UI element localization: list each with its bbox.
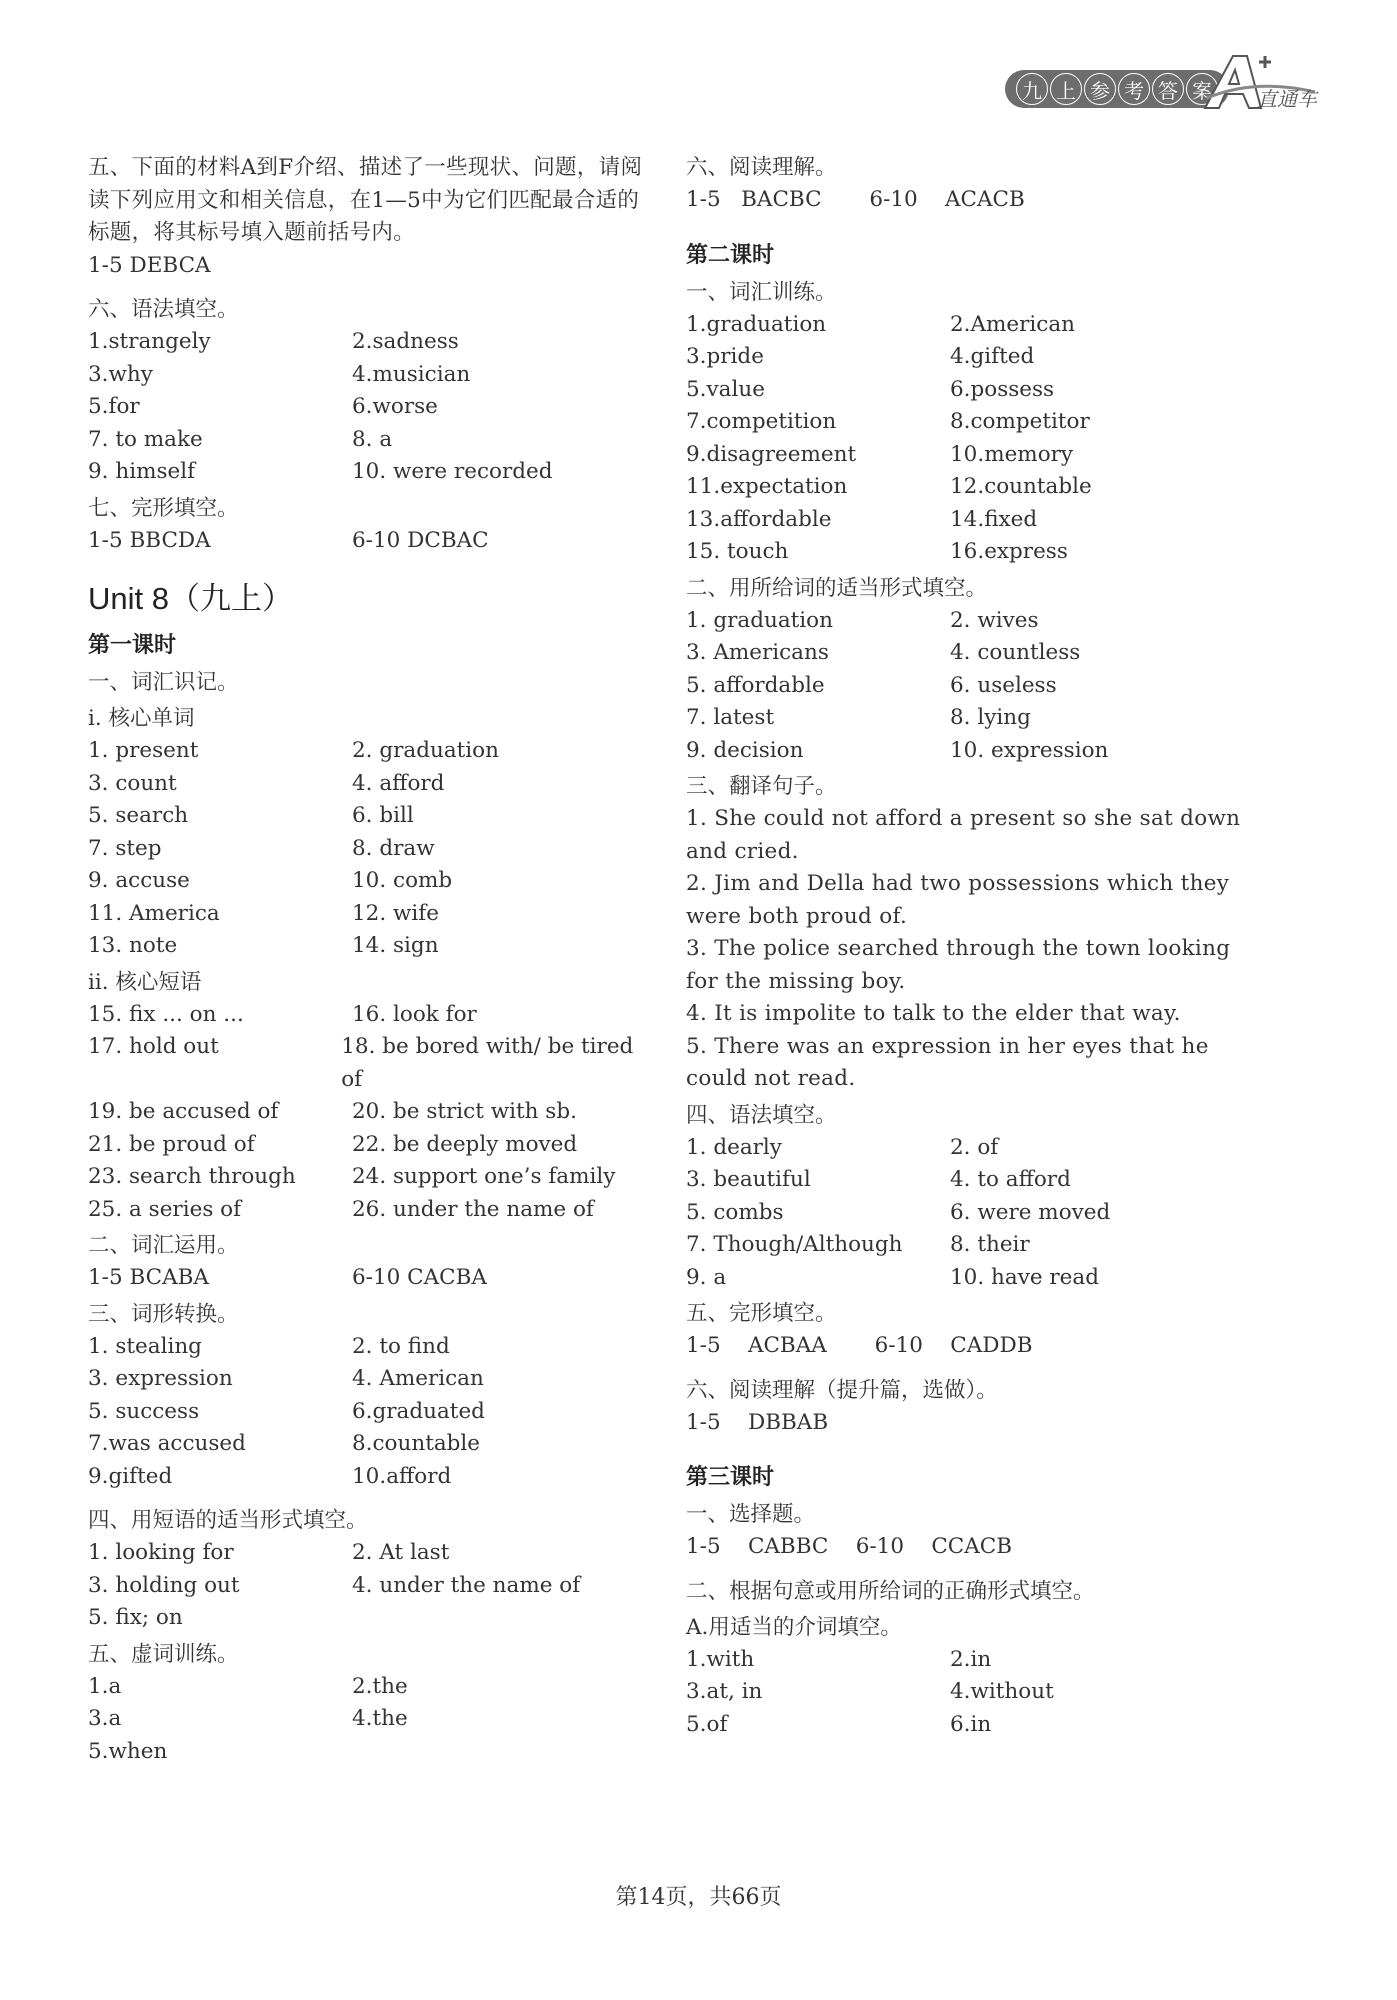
- page-footer: 第14页，共66页: [615, 1885, 782, 1910]
- answer-row: 5.for 6.worse: [88, 394, 438, 419]
- section-title: 六、语法填空。: [88, 297, 239, 322]
- answer-row: 1.with 2.in: [686, 1646, 992, 1672]
- header-char: 答: [1152, 73, 1184, 105]
- section-title: 一、词汇识记。: [88, 670, 239, 695]
- answer-row: 21. be proud of 22. be deeply moved: [88, 1131, 578, 1157]
- answer-line: 1-5 DEBCA: [88, 252, 211, 278]
- answer-row: 1-5 BBCDA 6-10 DCBAC: [88, 527, 489, 553]
- section-title: 一、选择题。: [686, 1502, 816, 1527]
- answer-row: 1. looking for 2. At last: [88, 1540, 450, 1565]
- answer-row: 5.of 6.in: [686, 1711, 992, 1737]
- translation-item: 2. Jim and Della had two possessions which they were both proud of.: [686, 871, 1230, 929]
- answer-row: 7. to make 8. a: [88, 426, 393, 452]
- answer-row: 3. holding out 4. under the name of: [88, 1572, 581, 1598]
- answer-row: 3.at, in 4.without: [686, 1679, 1054, 1704]
- section-title: 六、阅读理解（提升篇，选做）。: [686, 1377, 998, 1403]
- answer-row: 5.when: [88, 1738, 168, 1764]
- section-title: 一、词汇训练。: [686, 279, 837, 305]
- lesson-title: 第三课时: [686, 1465, 775, 1490]
- unit-title: Unit 8（九上）: [88, 581, 293, 616]
- header-char: 考: [1118, 73, 1150, 105]
- answer-row: 7. Though/Although 8. their: [686, 1232, 1030, 1257]
- translation-item: 5. There was an expression in her eyes that he could not read.: [686, 1033, 1209, 1091]
- answer-row: 25. a series of 26. under the name of: [88, 1196, 594, 1222]
- answer-row: 17. hold out 18. be bored with/ be tired of: [88, 1034, 634, 1092]
- answer-row: 5. affordable 6. useless: [686, 672, 1057, 698]
- answer-line: 1-5 ACBAA 6-10 CADDB: [686, 1333, 1033, 1358]
- answer-row: 5. combs 6. were moved: [686, 1199, 1111, 1225]
- answer-row: 9. a 10. have read: [686, 1264, 1099, 1290]
- section-title: 五、虚词训练。: [88, 1641, 239, 1667]
- answer-row: 1.strangely 2.sadness: [88, 329, 459, 354]
- logo-text: 直通车: [1257, 87, 1317, 111]
- answer-row: 13.affordable 14.fixed: [686, 506, 1038, 532]
- section-title: 五、下面的材料A到F介绍、描述了一些现状、问题，请阅读下列应用文和相关信息，在1—5中为它们匹配最合适的标题，将其标号填入题前括号内。: [88, 155, 643, 245]
- section-title: 六、阅读理解。: [686, 155, 837, 180]
- answer-row: 15. fix ... on ... 16. look for: [88, 1001, 477, 1027]
- section-title: 三、翻译句子。: [686, 774, 837, 799]
- answer-line: 1-5 DBBAB: [686, 1409, 829, 1435]
- answer-row: 1. dearly 2. of: [686, 1134, 999, 1160]
- answer-row: 9.gifted 10.afford: [88, 1463, 452, 1489]
- answer-row: 9. decision 10. expression: [686, 737, 1109, 763]
- answer-row: 1. graduation 2. wives: [686, 607, 1039, 633]
- section-title: 二、根据句意或用所给词的正确形式填空。: [686, 1578, 1095, 1604]
- answer-row: 3.a 4.the: [88, 1706, 408, 1731]
- answer-row: 1. stealing 2. to find: [88, 1333, 450, 1359]
- header-char: 案: [1186, 73, 1218, 105]
- section-title: 四、语法填空。: [686, 1102, 837, 1128]
- answer-row: 13. note 14. sign: [88, 933, 439, 958]
- answer-row: 1. present 2. graduation: [88, 738, 499, 763]
- header-char: 上: [1050, 73, 1082, 105]
- answer-row: 7. latest 8. lying: [686, 705, 1031, 730]
- brand-logo-icon: [1195, 48, 1325, 118]
- answer-row: 9.disagreement 10.memory: [686, 441, 1074, 467]
- answer-row: 9. himself 10. were recorded: [88, 459, 553, 484]
- answer-row: 19. be accused of 20. be strict with sb.: [88, 1099, 577, 1124]
- answer-row: 3.why 4.musician: [88, 361, 471, 387]
- answer-row: 5. search 6. bill: [88, 803, 414, 828]
- answer-row: 7.was accused 8.countable: [88, 1431, 481, 1456]
- answer-row: 3.pride 4.gifted: [686, 344, 1035, 369]
- answer-row: 3. Americans 4. countless: [686, 640, 1081, 665]
- answer-row: 11.expectation 12.countable: [686, 474, 1092, 499]
- answer-row: 1.a 2.the: [88, 1673, 408, 1699]
- answer-row: 3. count 4. afford: [88, 770, 445, 796]
- section-title: 四、用短语的适当形式填空。: [88, 1508, 368, 1533]
- answer-row: 9. accuse 10. comb: [88, 868, 453, 893]
- answer-row: 7.competition 8.competitor: [686, 409, 1090, 434]
- subsection-title: ii. 核心短语: [88, 969, 202, 995]
- answer-row: 5. success 6.graduated: [88, 1398, 485, 1424]
- lesson-title: 第一课时: [88, 633, 177, 658]
- header-char: 参: [1084, 73, 1116, 105]
- right-column: [686, 152, 1246, 1741]
- translation-item: 1. She could not afford a present so she sat down and cried.: [686, 806, 1241, 864]
- answer-row: 3. beautiful 4. to afford: [686, 1167, 1071, 1192]
- section-title: 五、完形填空。: [686, 1301, 837, 1326]
- section-title: 二、词汇运用。: [88, 1233, 239, 1258]
- translation-item: 4. It is impolite to talk to the elder that way.: [686, 1001, 1181, 1026]
- answer-row: 11. America 12. wife: [88, 900, 439, 926]
- section-title: 七、完形填空。: [88, 495, 239, 521]
- answer-row: 23. search through 24. support one’s family: [88, 1164, 616, 1189]
- answer-line: 1-5 BACBC 6-10 ACACB: [686, 187, 1025, 212]
- section-title: 三、词形转换。: [88, 1301, 239, 1327]
- translation-item: 3. The police searched through the town looking for the missing boy.: [686, 936, 1231, 994]
- header-char: 九: [1016, 73, 1048, 105]
- answer-row: 1-5 BCABA 6-10 CACBA: [88, 1265, 487, 1290]
- answer-row: 3. expression 4. American: [88, 1366, 484, 1391]
- answer-row: 5. fix; on: [88, 1605, 183, 1630]
- section-title: 二、用所给词的适当形式填空。: [686, 575, 988, 601]
- lesson-title: 第二课时: [686, 242, 775, 268]
- answer-row: 5.value 6.possess: [686, 376, 1055, 402]
- left-column: [88, 152, 648, 1768]
- answer-line: 1-5 CABBC 6-10 CCACB: [686, 1534, 1013, 1559]
- answer-row: 15. touch 16.express: [686, 539, 1068, 564]
- subsection-title: A.用适当的介词填空。: [686, 1614, 902, 1640]
- subsection-title: i. 核心单词: [88, 706, 195, 731]
- answer-row: 1.graduation 2.American: [686, 311, 1076, 337]
- answer-row: 7. step 8. draw: [88, 835, 435, 861]
